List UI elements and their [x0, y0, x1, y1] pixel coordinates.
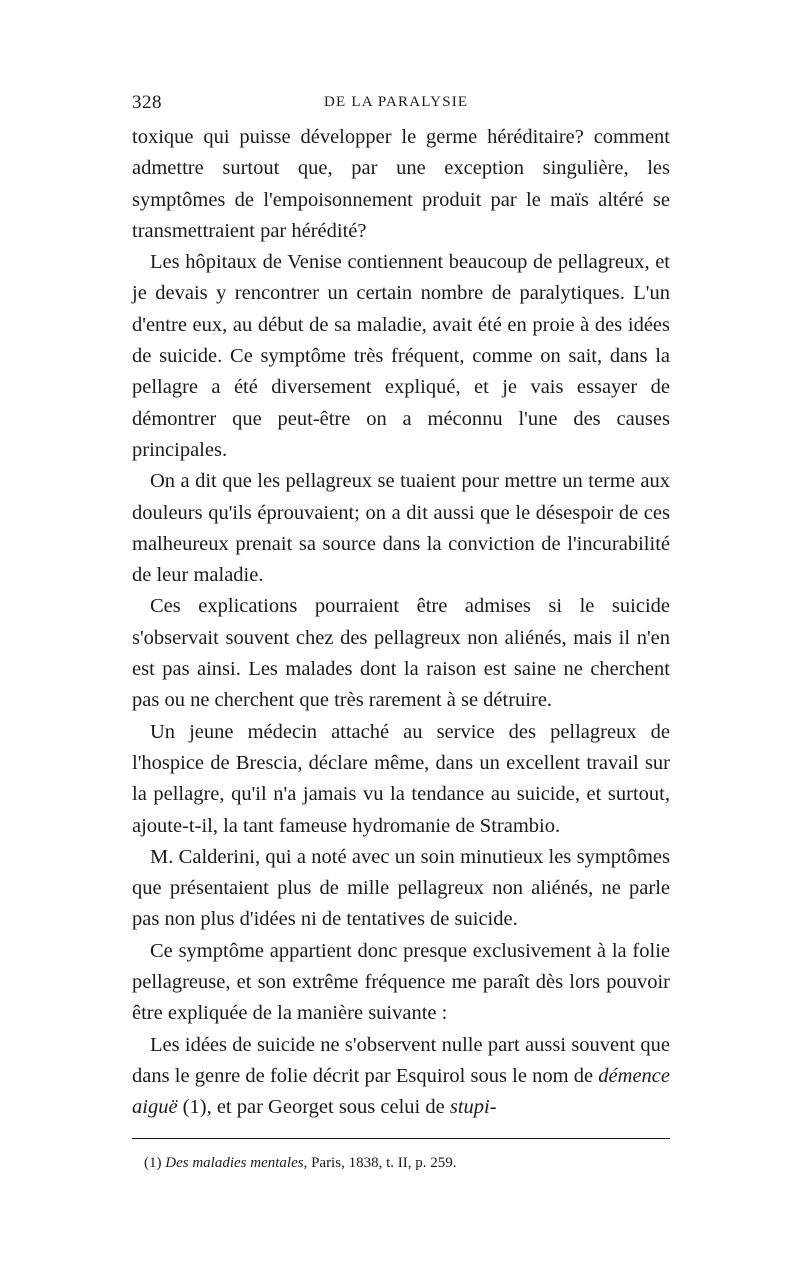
- page-number: 328: [132, 92, 162, 113]
- paragraph: Ce symptôme appartient donc presque exclusivement à la folie pellagreuse, et son extrême fréquence me paraît dès lors pouvoir être expliquée de la manière suivante :: [132, 939, 670, 1025]
- paragraph-text: Les idées de suicide ne s'observent nulle part aussi souvent que dans le genre de folie décrit par Esquirol sous le nom de: [132, 1033, 670, 1087]
- running-title: DE LA PARALYSIE: [324, 94, 469, 110]
- footnote-marker: (1): [144, 1154, 162, 1171]
- paragraph: M. Calderini, qui a noté avec un soin minutieux les symptômes que présentaient plus de mille pellagreux non aliénés, ne parle pas non plus d'idées ni de tentatives de suicide.: [132, 845, 670, 931]
- paragraph: Un jeune médecin attaché au service des pellagreux de l'hospice de Brescia, déclare même, dans un excellent travail sur la pellagre, qu'il n'a jamais vu la tendance au suicide, et surtout, ajoute-t-il, la tant fameuse hydromanie de Strambio.: [132, 720, 670, 837]
- paragraph-text: (1), et par Georget sous celui de: [177, 1096, 450, 1119]
- paragraph: Les hôpitaux de Venise contiennent beaucoup de pellagreux, et je devais y rencontrer un certain nombre de paralytiques. L'un d'entre eux, au début de sa maladie, avait été en proie à des idées de suicide. Ce symptôme très fréquent, comme on sait, dans la pellagre a été diversement expliqué, et je vais essayer de démontrer que peut-être on a méconnu l'une des causes principales.: [132, 251, 670, 461]
- paragraph: Ces explications pourraient être admises si le suicide s'observait souvent chez des pellagreux non aliénés, mais il n'en est pas ainsi. Les malades dont la raison est saine ne cherchent pas ou ne cherchent que très rarement à se détruire.: [132, 595, 670, 712]
- paragraph: toxique qui puisse développer le germe héréditaire? comment admettre surtout que, par une exception singulière, les symptômes de l'empoisonnement produit par le maïs altéré se transmettraient par hérédité?: [132, 126, 670, 242]
- footnote: [132, 1153, 670, 1173]
- footnote-title: Des maladies mentales: [165, 1154, 304, 1171]
- running-head: [132, 92, 670, 120]
- body-text: [132, 122, 670, 1124]
- emphasis-stupi: stupi-: [449, 1096, 497, 1119]
- footnote-rule: [132, 1138, 670, 1139]
- book-page: [132, 92, 670, 1173]
- emphasis-demence-aigue: démence aiguë: [132, 1064, 670, 1119]
- footnote-rest: , Paris, 1838, t. II, p. 259.: [303, 1154, 457, 1171]
- paragraph-last: [132, 1030, 670, 1124]
- paragraph: On a dit que les pellagreux se tuaient pour mettre un terme aux douleurs qu'ils éprouvaient; on a dit aussi que le désespoir de ces malheureux prenait sa source dans la conviction de l'incurabilité de leur maladie.: [132, 470, 670, 587]
